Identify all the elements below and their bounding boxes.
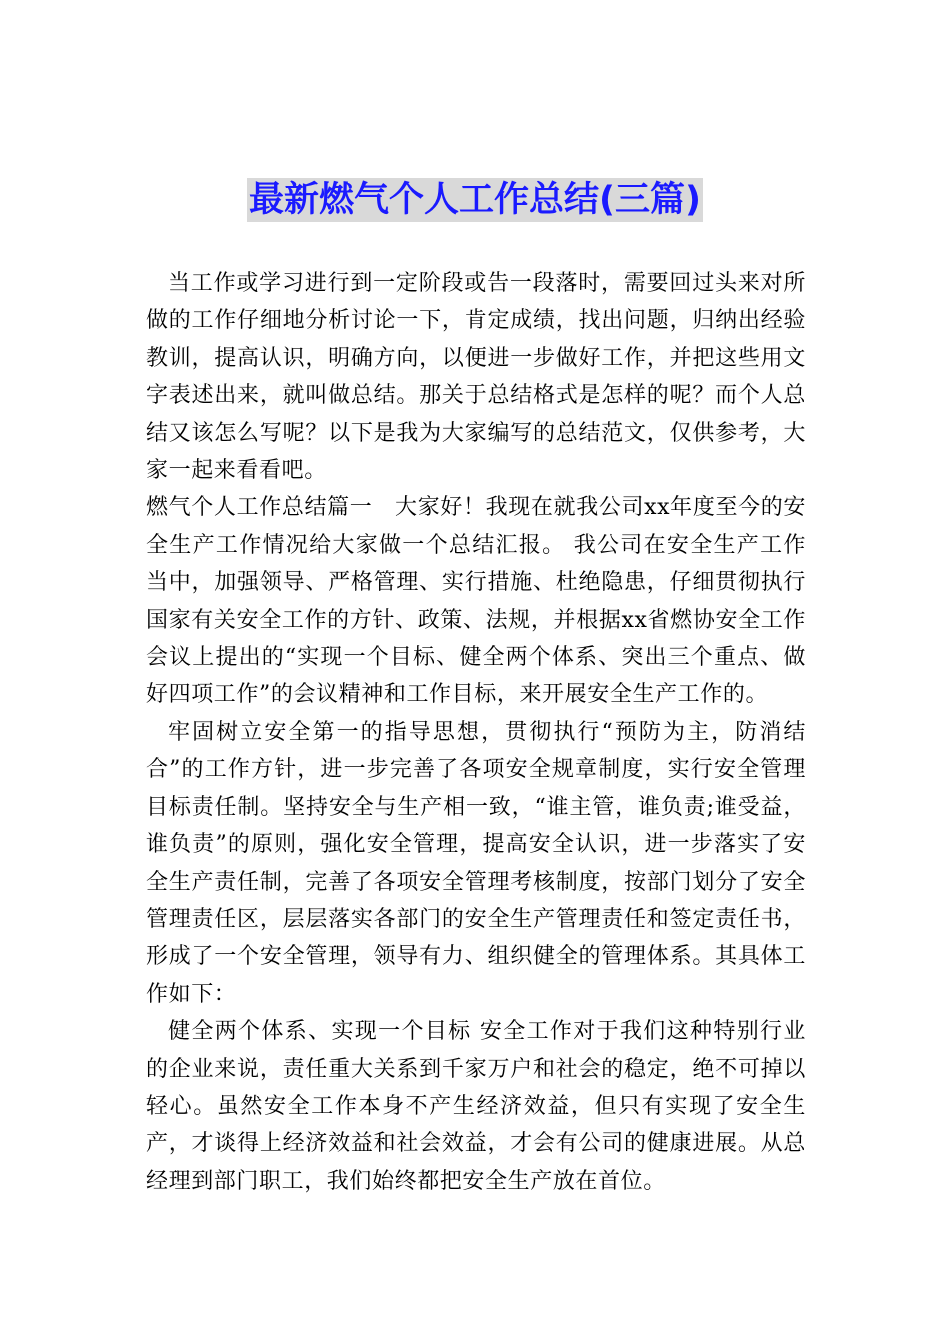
title-container [0,178,950,222]
document-title: 最新燃气个人工作总结(三篇) [249,180,701,220]
intro-paragraph: 当工作或学习进行到一定阶段或告一段落时，需要回过头来对所做的工作仔细地分析讨论一下，肯定成绩，找出问题，归纳出经验教训，提高认识，明确方向，以便进一步做好工作，并把这些用文字表述出来，就叫做总结。那关于总结格式是怎样的呢？而个人总结又该怎么写呢？以下是我为大家编写的总结范文，仅供参考，大家一起来看看吧。 [146,271,806,484]
systems-paragraph: 健全两个体系、实现一个目标 安全工作对于我们这种特别行业的企业来说，责任重大关系到千家万户和社会的稳定，绝不可掉以轻心。虽然安全工作本身不产生经济效益，但只有实现了安全生产，才谈得上经济效益和社会效益，才会有公司的健康进展。从总经理到部门职工，我们始终都把安全生产放在首位。 [146,1019,806,1194]
guiding-idea-paragraph: 牢固树立安全第一的指导思想，贯彻执行“预防为主，防消结合”的工作方针，进一步完善了各项安全规章制度，实行安全管理目标责任制。坚持安全与生产相一致，“谁主管，谁负责;谁受益，谁负责”的原则，强化安全管理，提高安全认识，进一步落实了安全生产责任制，完善了各项安全管理考核制度，按部门划分了安全管理责任区，层层落实各部门的安全生产管理责任和签定责任书，形成了一个安全管理，领导有力、组织健全的管理体系。其具体工作如下： [146,719,806,1007]
section-one-paragraph: 燃气个人工作总结篇一 大家好！我现在就我公司xx年度至今的安全生产工作情况给大家做一个总结汇报。 我公司在安全生产工作当中，加强领导、严格管理、实行措施、杜绝隐患，仔细贯彻执行国家有关安全工作的方针、政策、法规，并根据xx省燃协安全工作会议上提出的“实现一个目标、健全两个体系、突出三个重点、做好四项工作”的会议精神和工作目标，来开展安全生产工作的。 [146,495,806,708]
document-body [146,265,806,1200]
